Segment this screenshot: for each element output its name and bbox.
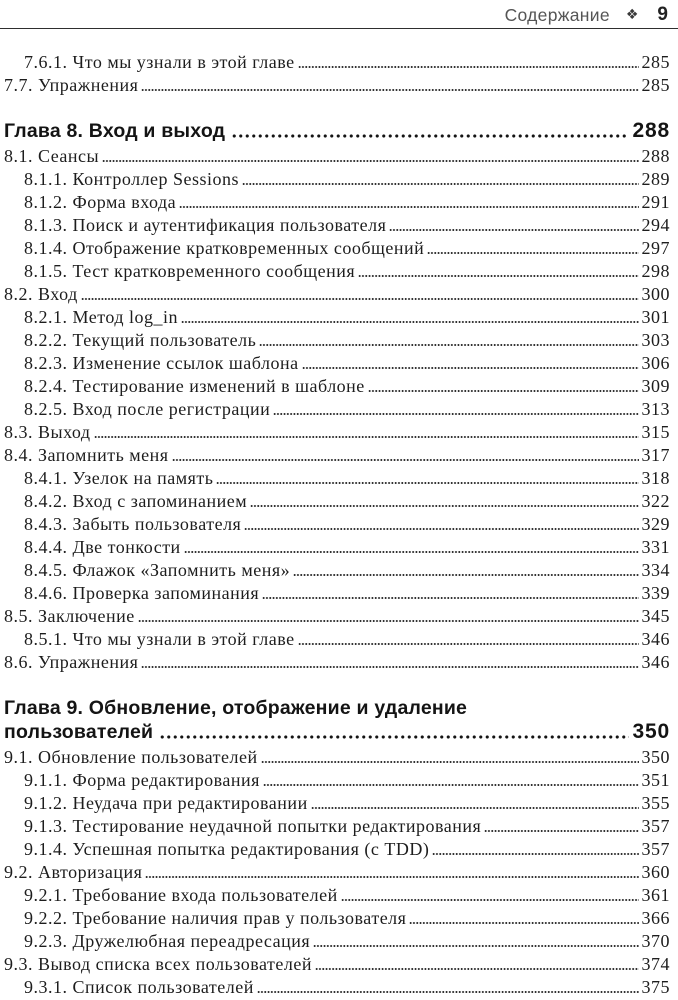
toc-entry-9-2-2 xyxy=(0,907,678,930)
leader-dots xyxy=(231,133,628,139)
entry-page-number: 374 xyxy=(641,954,670,974)
leader-dots xyxy=(311,806,639,810)
entry-label: 9.1.2. Неудача при редактировании xyxy=(24,793,308,813)
entry-page-number: 288 xyxy=(641,146,670,166)
entry-page-number: 357 xyxy=(641,839,670,859)
toc-entry-8-5-1 xyxy=(0,628,678,651)
toc-entry-8-2-1 xyxy=(0,306,678,329)
toc-entry-9-1 xyxy=(0,746,678,769)
chapter-page-number: 288 xyxy=(632,119,670,142)
toc-entry-8-4-3 xyxy=(0,513,678,536)
leader-dots xyxy=(81,297,639,301)
leader-dots xyxy=(261,760,639,764)
entry-page-number: 317 xyxy=(641,445,670,465)
entry-page-number: 366 xyxy=(641,908,670,928)
toc-entry-8-1 xyxy=(0,145,678,168)
entry-label: 7.7. Упражнения xyxy=(4,75,139,95)
entry-label: 8.4.3. Забыть пользователя xyxy=(24,514,242,534)
entry-label: 8.2.1. Метод log_in xyxy=(24,307,179,327)
entry-page-number: 360 xyxy=(641,862,670,882)
leader-dots xyxy=(262,596,638,600)
toc-entry-9-3 xyxy=(0,953,678,976)
entry-page-number: 361 xyxy=(641,885,670,905)
entry-page-number: 285 xyxy=(641,52,670,72)
toc-entry-9-3-1 xyxy=(0,976,678,999)
toc-entry-8-1-1 xyxy=(0,168,678,191)
leader-dots xyxy=(181,320,638,324)
entry-label: 7.6.1. Что мы узнали в этой главе xyxy=(24,52,295,72)
toc-entry-8-4-6 xyxy=(0,582,678,605)
chapter-title-line xyxy=(4,119,670,143)
leader-dots xyxy=(94,435,639,439)
entry-label: 8.2. Вход xyxy=(4,284,78,304)
entry-label: 8.5. Заключение xyxy=(4,606,135,626)
entry-page-number: 355 xyxy=(641,793,670,813)
chapter-page-number: 350 xyxy=(632,720,670,743)
leader-dots xyxy=(216,481,638,485)
leader-dots xyxy=(259,343,638,347)
entry-label: 8.1.2. Форма входа xyxy=(24,192,177,212)
leader-dots xyxy=(432,852,638,856)
toc-entry-8-4-2 xyxy=(0,490,678,513)
toc-entry-8-1-4 xyxy=(0,237,678,260)
toc-entry-8-5 xyxy=(0,605,678,628)
entry-page-number: 301 xyxy=(641,307,670,327)
toc-entry-8-1-2 xyxy=(0,191,678,214)
leader-dots xyxy=(145,875,638,879)
chapter-8-section xyxy=(0,119,678,674)
entry-label: 8.1.4. Отображение кратковременных сообщений xyxy=(24,238,425,258)
entry-label: 8.5.1. Что мы узнали в этой главе xyxy=(24,629,295,649)
leader-dots xyxy=(257,990,639,994)
entry-label: 9.1. Обновление пользователей xyxy=(4,747,258,767)
entry-label: 8.2.4. Тестирование изменений в шаблоне xyxy=(24,376,365,396)
leader-dots xyxy=(242,182,638,186)
toc-entry-8-6 xyxy=(0,651,678,674)
leader-dots xyxy=(358,274,638,278)
chapter-title: Глава 8. Вход и выход xyxy=(4,120,226,142)
toc-entry-8-2-2 xyxy=(0,329,678,352)
entry-label: 8.4. Запомнить меня xyxy=(4,445,169,465)
entry-label: 9.1.1. Форма редактирования xyxy=(24,770,260,790)
toc-entry-8-4 xyxy=(0,444,678,467)
toc-entry-8-4-5 xyxy=(0,559,678,582)
entry-page-number: 329 xyxy=(641,514,670,534)
entry-label: 9.1.4. Успешная попытка редактирования (с TDD) xyxy=(24,839,430,859)
entry-label: 9.3. Вывод списка всех пользователей xyxy=(4,954,313,974)
entry-page-number: 350 xyxy=(641,747,670,767)
entry-label: 9.2.2. Требование наличия прав у пользователя xyxy=(24,908,407,928)
entry-page-number: 313 xyxy=(641,399,670,419)
entry-label: 8.4.1. Узелок на память xyxy=(24,468,214,488)
toc-entry-7-6-1 xyxy=(0,51,678,74)
entry-page-number: 285 xyxy=(641,75,670,95)
running-head-page-number: 9 xyxy=(657,4,668,25)
toc-entry-8-2-4 xyxy=(0,375,678,398)
entry-label: 8.1.1. Контроллер Sessions xyxy=(24,169,240,189)
leader-dots xyxy=(273,412,638,416)
toc-entry-7-7 xyxy=(0,74,678,97)
leader-dots xyxy=(159,734,628,740)
chapter-8-heading xyxy=(0,119,678,143)
entry-label: 8.4.2. Вход с запоминанием xyxy=(24,491,248,511)
entry-page-number: 300 xyxy=(641,284,670,304)
leader-dots xyxy=(179,205,638,209)
leader-dots xyxy=(313,944,638,948)
toc-entry-8-3 xyxy=(0,421,678,444)
entry-page-number: 291 xyxy=(641,192,670,212)
entry-page-number: 334 xyxy=(641,560,670,580)
entry-page-number: 297 xyxy=(641,238,670,258)
chapter-title-continued: пользователей xyxy=(4,721,154,743)
entry-page-number: 318 xyxy=(641,468,670,488)
entry-page-number: 303 xyxy=(641,330,670,350)
entry-page-number: 331 xyxy=(641,537,670,557)
entry-page-number: 357 xyxy=(641,816,670,836)
leader-dots xyxy=(427,251,638,255)
entry-page-number: 351 xyxy=(641,770,670,790)
leader-dots xyxy=(141,665,638,669)
leader-dots xyxy=(298,65,639,69)
table-of-contents xyxy=(0,29,678,999)
entry-label: 8.3. Выход xyxy=(4,422,91,442)
entry-page-number: 346 xyxy=(641,652,670,672)
leader-dots xyxy=(263,783,639,787)
entry-label: 9.2.1. Требование входа пользователей xyxy=(24,885,338,905)
leader-dots xyxy=(368,389,639,393)
leader-dots xyxy=(102,159,638,163)
entry-page-number: 298 xyxy=(641,261,670,281)
leader-dots xyxy=(341,898,639,902)
toc-entry-8-1-5 xyxy=(0,260,678,283)
leader-dots xyxy=(138,619,639,623)
entry-page-number: 370 xyxy=(641,931,670,951)
entry-page-number: 289 xyxy=(641,169,670,189)
entry-label: 9.3.1. Список пользователей xyxy=(24,977,254,997)
entry-label: 8.1. Сеансы xyxy=(4,146,100,166)
leader-dots xyxy=(141,88,638,92)
leader-dots xyxy=(250,504,638,508)
chapter-9-heading xyxy=(0,696,678,744)
entry-label: 8.1.5. Тест кратковременного сообщения xyxy=(24,261,356,281)
entry-page-number: 322 xyxy=(641,491,670,511)
entry-label: 8.4.5. Флажок «Запомнить меня» xyxy=(24,560,291,580)
toc-entry-8-4-4 xyxy=(0,536,678,559)
leader-dots xyxy=(315,967,638,971)
chapter-title-line xyxy=(4,696,670,720)
entry-page-number: 345 xyxy=(641,606,670,626)
chapter-9-section xyxy=(0,696,678,999)
toc-entry-9-1-4 xyxy=(0,838,678,861)
diamond-ornament-icon: ❖ xyxy=(625,7,639,23)
leader-dots xyxy=(389,228,638,232)
leader-dots xyxy=(172,458,639,462)
toc-entry-8-2-3 xyxy=(0,352,678,375)
entry-page-number: 309 xyxy=(641,376,670,396)
entry-label: 8.2.2. Текущий пользователь xyxy=(24,330,257,350)
toc-entry-9-2-3 xyxy=(0,930,678,953)
leader-dots xyxy=(293,573,638,577)
running-head xyxy=(0,0,678,29)
toc-entry-9-2-1 xyxy=(0,884,678,907)
entry-label: 9.1.3. Тестирование неудачной попытки редактирования xyxy=(24,816,482,836)
toc-entry-9-2 xyxy=(0,861,678,884)
entry-page-number: 306 xyxy=(641,353,670,373)
entry-label: 8.6. Упражнения xyxy=(4,652,139,672)
entry-label: 9.2. Авторизация xyxy=(4,862,143,882)
chapter-title-line xyxy=(4,720,670,744)
toc-entry-8-4-1 xyxy=(0,467,678,490)
running-head-title: Содержание xyxy=(504,4,610,25)
entry-page-number: 315 xyxy=(641,422,670,442)
chapter-title: Глава 9. Обновление, отображение и удаление xyxy=(4,697,468,719)
entry-label: 8.4.4. Две тонкости xyxy=(24,537,181,557)
entry-label: 8.2.3. Изменение ссылок шаблона xyxy=(24,353,299,373)
leader-dots xyxy=(244,527,638,531)
entry-label: 8.1.3. Поиск и аутентификация пользователя xyxy=(24,215,387,235)
toc-entry-8-2-5 xyxy=(0,398,678,421)
entry-label: 8.4.6. Проверка запоминания xyxy=(24,583,260,603)
toc-entry-9-1-3 xyxy=(0,815,678,838)
entry-page-number: 346 xyxy=(641,629,670,649)
entry-page-number: 294 xyxy=(641,215,670,235)
toc-entry-9-1-2 xyxy=(0,792,678,815)
entry-label: 8.2.5. Вход после регистрации xyxy=(24,399,271,419)
leader-dots xyxy=(184,550,639,554)
toc-entry-9-1-1 xyxy=(0,769,678,792)
entry-label: 9.2.3. Дружелюбная переадресация xyxy=(24,931,311,951)
leader-dots xyxy=(409,921,638,925)
leader-dots xyxy=(484,829,638,833)
leader-dots xyxy=(302,366,639,370)
toc-entry-8-1-3 xyxy=(0,214,678,237)
toc-entry-8-2 xyxy=(0,283,678,306)
leader-dots xyxy=(298,642,639,646)
entry-page-number: 339 xyxy=(641,583,670,603)
entry-page-number: 375 xyxy=(641,977,670,997)
